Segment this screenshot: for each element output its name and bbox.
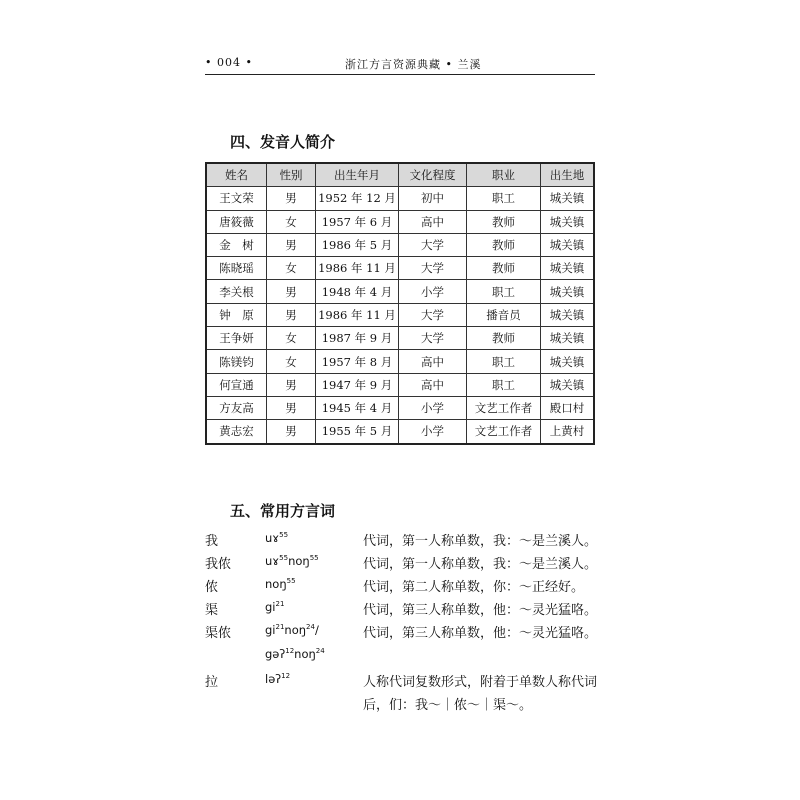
column-header: 出生地 — [541, 163, 595, 187]
table-row — [206, 280, 594, 303]
ipa-transcription — [265, 600, 284, 614]
table-cell: 男 — [267, 420, 316, 444]
table-cell: 女 — [267, 327, 316, 350]
table-cell: 男 — [267, 187, 316, 210]
table-cell: 陈镁钧 — [206, 350, 267, 373]
table-cell: 职工 — [467, 350, 541, 373]
definition: 代词，第一人称单数，我：～是兰溪人。 — [363, 534, 598, 549]
list-item — [205, 622, 605, 671]
table-cell: 男 — [267, 396, 316, 419]
table-cell: 城关镇 — [541, 350, 595, 373]
list-item — [205, 553, 605, 576]
table-cell: 城关镇 — [541, 280, 595, 303]
table-cell: 大学 — [399, 257, 467, 280]
ipa-transcription — [265, 531, 288, 545]
ipa-transcription-alt — [265, 647, 325, 661]
ipa-syllable: gi — [265, 600, 276, 614]
table-row — [206, 373, 594, 396]
table-cell: 教师 — [467, 257, 541, 280]
table-header-row — [206, 163, 594, 187]
column-header: 文化程度 — [399, 163, 467, 187]
section-title-speakers: 四、发音人简介 — [230, 133, 336, 151]
table-cell: 高中 — [399, 350, 467, 373]
table-cell: 女 — [267, 210, 316, 233]
table-cell: 何宣通 — [206, 373, 267, 396]
definition: 代词，第一人称单数，我：～是兰溪人。 — [363, 557, 598, 572]
table-cell: 高中 — [399, 210, 467, 233]
table-cell: 陈晓瑶 — [206, 257, 267, 280]
table-cell: 上黄村 — [541, 420, 595, 444]
table-cell: 城关镇 — [541, 327, 595, 350]
table-cell: 1955 年 5 月 — [316, 420, 399, 444]
table-row — [206, 420, 594, 444]
table-cell: 王争妍 — [206, 327, 267, 350]
dialect-word: 我 — [205, 534, 219, 549]
speakers-table — [205, 162, 595, 445]
table-row — [206, 257, 594, 280]
table-row — [206, 233, 594, 256]
table-cell: 1986 年 11 月 — [316, 257, 399, 280]
table-cell: 职工 — [467, 187, 541, 210]
table-cell: 城关镇 — [541, 187, 595, 210]
table-cell: 城关镇 — [541, 233, 595, 256]
table-cell: 王文荣 — [206, 187, 267, 210]
definition: 代词，第三人称单数，他：～灵光猛咯。 — [363, 603, 598, 618]
ipa-syllable: ləʔ — [265, 672, 282, 686]
table-row — [206, 396, 594, 419]
tone-number: 55 — [279, 554, 289, 563]
tone-number: 55 — [279, 531, 289, 540]
ipa-syllable: uɤ — [265, 554, 280, 568]
table-cell: 教师 — [467, 233, 541, 256]
table-cell: 1948 年 4 月 — [316, 280, 399, 303]
dialect-word: 我侬 — [205, 557, 232, 572]
column-header: 职业 — [467, 163, 541, 187]
table-cell: 城关镇 — [541, 210, 595, 233]
ipa-syllable: gi — [265, 623, 276, 637]
table-row — [206, 327, 594, 350]
table-cell: 文艺工作者 — [467, 420, 541, 444]
table-cell: 殿口村 — [541, 396, 595, 419]
table-cell: 男 — [267, 373, 316, 396]
table-cell: 职工 — [467, 280, 541, 303]
dialect-word: 拉 — [205, 675, 219, 690]
list-item — [205, 671, 605, 721]
table-cell: 1947 年 9 月 — [316, 373, 399, 396]
table-cell: 高中 — [399, 373, 467, 396]
table-cell: 1957 年 6 月 — [316, 210, 399, 233]
ipa-syllable: noŋ — [294, 647, 316, 661]
section-title-words: 五、常用方言词 — [230, 502, 336, 520]
table-cell: 1987 年 9 月 — [316, 327, 399, 350]
tone-number: 21 — [275, 623, 285, 632]
table-cell: 李关根 — [206, 280, 267, 303]
page-header — [205, 52, 595, 75]
ipa-syllable: noŋ — [284, 623, 307, 637]
table-cell: 男 — [267, 280, 316, 303]
table-cell: 职工 — [467, 373, 541, 396]
table-cell: 1945 年 4 月 — [316, 396, 399, 419]
column-header: 姓名 — [206, 163, 267, 187]
table-cell: 城关镇 — [541, 303, 595, 326]
table-cell: 城关镇 — [541, 257, 595, 280]
dialect-word: 侬 — [205, 580, 219, 595]
table-cell: 男 — [267, 233, 316, 256]
table-cell: 小学 — [399, 280, 467, 303]
dialect-word: 渠侬 — [205, 626, 232, 641]
ipa-syllable: noŋ — [265, 577, 287, 591]
table-cell: 唐筱薇 — [206, 210, 267, 233]
list-item — [205, 576, 605, 599]
table-cell: 钟 原 — [206, 303, 267, 326]
list-item — [205, 599, 605, 622]
table-cell: 金 树 — [206, 233, 267, 256]
ipa-transcription — [265, 554, 319, 568]
tone-number: 12 — [285, 647, 295, 656]
column-header: 性别 — [267, 163, 316, 187]
table-row — [206, 187, 594, 210]
tone-number: 21 — [275, 600, 285, 609]
table-cell: 教师 — [467, 210, 541, 233]
page-number: • 004 • — [205, 56, 253, 69]
table-cell: 城关镇 — [541, 373, 595, 396]
ipa-transcription — [265, 672, 290, 686]
table-cell: 方友高 — [206, 396, 267, 419]
table-cell: 大学 — [399, 233, 467, 256]
list-item — [205, 530, 605, 553]
ipa-transcription — [265, 623, 319, 637]
dialect-word: 渠 — [205, 603, 219, 618]
table-cell: 女 — [267, 257, 316, 280]
ipa-transcription — [265, 577, 296, 591]
table-cell: 黄志宏 — [206, 420, 267, 444]
tone-number: 12 — [281, 672, 291, 681]
table-row — [206, 210, 594, 233]
ipa-syllable: gəʔ — [265, 647, 286, 661]
table-cell: 大学 — [399, 303, 467, 326]
table-cell: 播音员 — [467, 303, 541, 326]
table-cell: 大学 — [399, 327, 467, 350]
table-row — [206, 303, 594, 326]
table-cell: 小学 — [399, 420, 467, 444]
tone-number: 24 — [306, 623, 315, 632]
table-cell: 初中 — [399, 187, 467, 210]
table-cell: 1952 年 12 月 — [316, 187, 399, 210]
table-cell: 1986 年 5 月 — [316, 233, 399, 256]
table-cell: 文艺工作者 — [467, 396, 541, 419]
ipa-syllable: uɤ — [265, 531, 280, 545]
table-cell: 女 — [267, 350, 316, 373]
ipa-syllable: / — [314, 623, 319, 637]
table-cell: 男 — [267, 303, 316, 326]
definition: 代词，第三人称单数，他：～灵光猛咯。 — [363, 626, 598, 641]
table-row — [206, 350, 594, 373]
definition: 人称代词复数形式，附着于单数人称代词后，们：我～｜侬～｜渠～。 — [363, 675, 598, 713]
column-header: 出生年月 — [316, 163, 399, 187]
running-title: 浙江方言资源典藏 • 兰溪 — [345, 58, 482, 71]
table-cell: 教师 — [467, 327, 541, 350]
tone-number: 55 — [309, 554, 319, 563]
table-cell: 小学 — [399, 396, 467, 419]
tone-number: 24 — [315, 647, 325, 656]
table-cell: 1957 年 8 月 — [316, 350, 399, 373]
ipa-syllable: noŋ — [288, 554, 310, 568]
table-cell: 1986 年 11 月 — [316, 303, 399, 326]
tone-number: 55 — [286, 577, 296, 586]
definition: 代词，第二人称单数，你：～正经好。 — [363, 580, 585, 595]
